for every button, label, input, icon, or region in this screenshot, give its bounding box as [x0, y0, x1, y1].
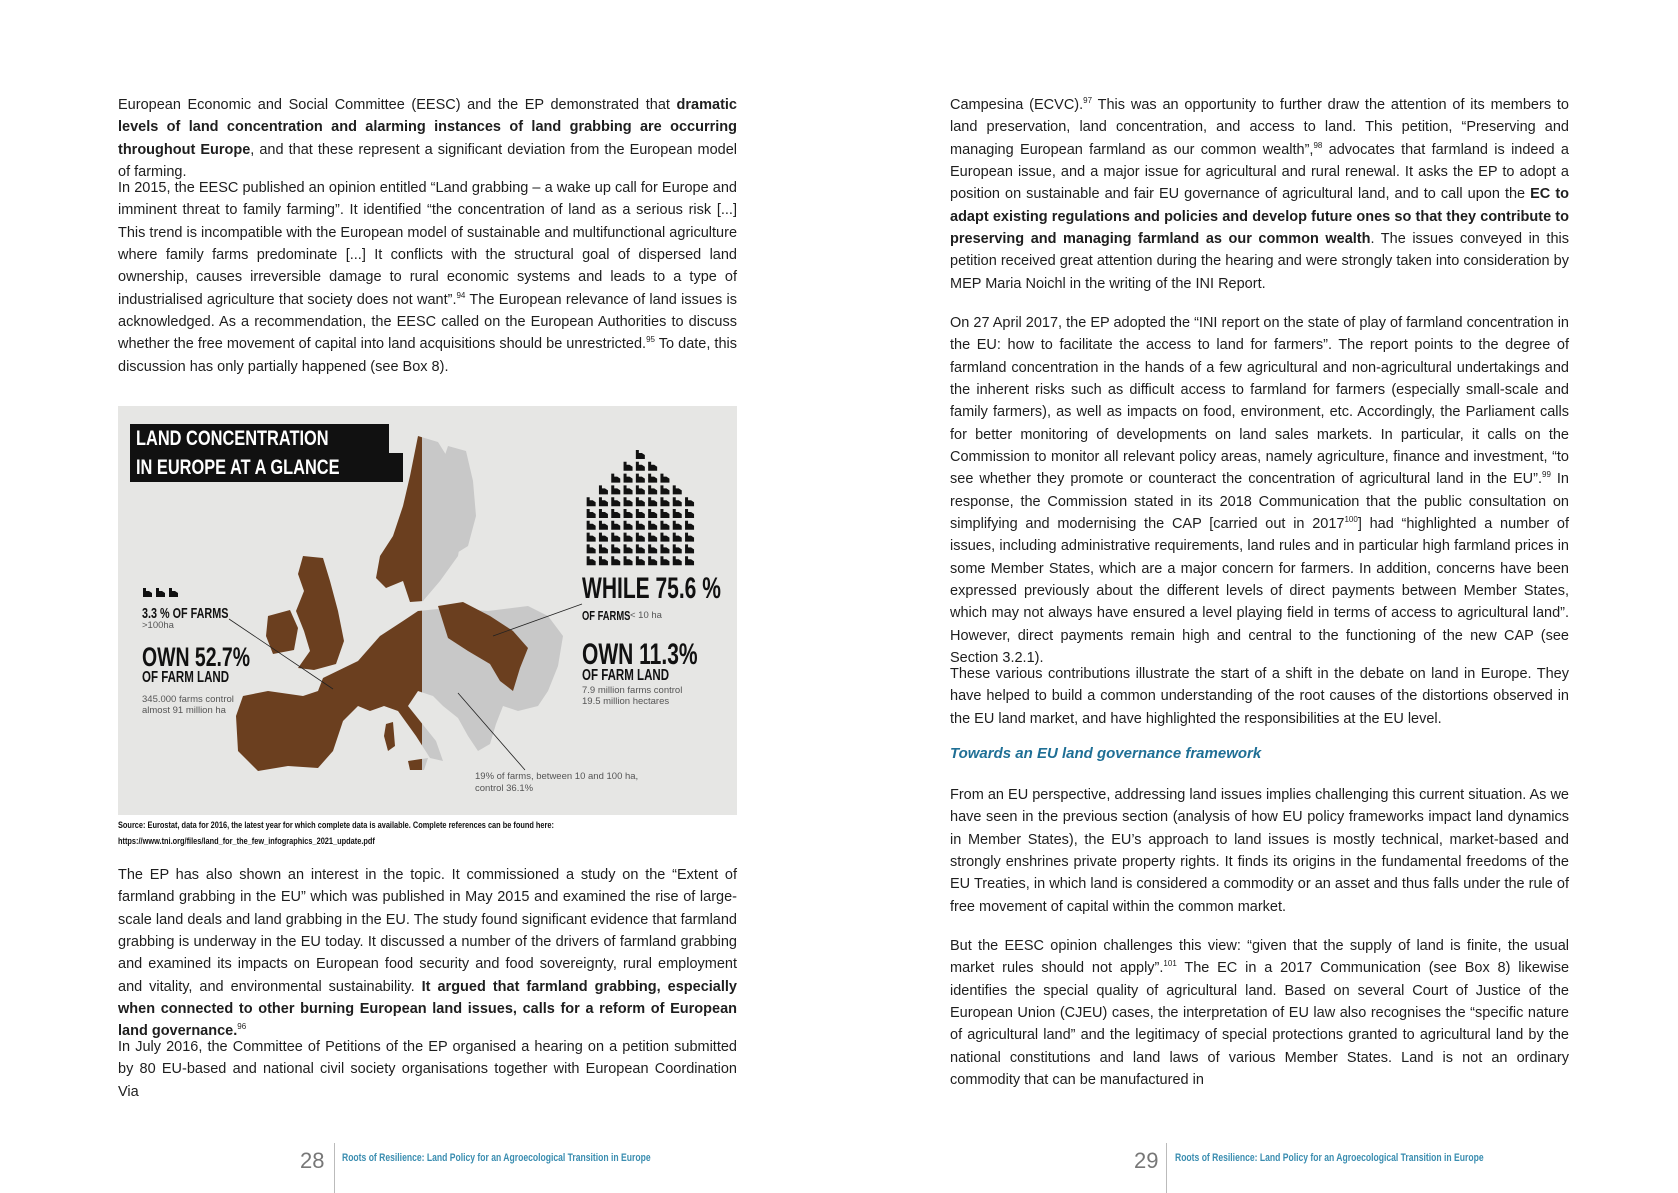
- text-segment: Campesina (ECVC).: [950, 97, 1084, 113]
- farm-icon: [685, 544, 694, 553]
- farm-icon: [660, 474, 669, 483]
- left-of-farm-land: OF FARM LAND: [142, 669, 230, 686]
- paragraph: [118, 177, 737, 378]
- farm-icon: [624, 462, 633, 471]
- right-note-1: 7.9 million farms control: [582, 685, 683, 696]
- map-west-highlight: [236, 436, 563, 771]
- text-segment: . The issues conveyed in this petition received great attention during the hearing and were strongly taken into consideration by MEP Maria Noichl in the writing of the INI Report.: [950, 231, 1569, 292]
- farm-icon: [636, 544, 645, 553]
- paragraph: [950, 312, 1569, 670]
- text-segment: The European relevance of land issues is acknowledged. As a recommendation, the EESC called on the European Authorities to discuss whether the free movement of capital into land acquisitions should be unrestricted.: [118, 291, 737, 353]
- section-heading: Towards an EU land governance framework: [950, 745, 1262, 762]
- infographic-title-line1: LAND CONCENTRATION: [130, 424, 389, 453]
- text-segment: This was an opportunity to further draw the attention of its members to land preservation, land concentration, and access to land. This petition, “Preserving and managing European farmland as our common wealth”,: [950, 97, 1569, 158]
- farm-icon: [685, 497, 694, 506]
- right-land-share: OWN 11.3%: [582, 638, 698, 671]
- farm-icon: [624, 474, 633, 483]
- paragraph: [950, 94, 1569, 295]
- right-of-farm-land: OF FARM LAND: [582, 667, 670, 684]
- bold-text: EC to adapt existing regulations and policies and develop future ones so that they contribute to preserving and managing farmland as our common wealth: [950, 186, 1570, 248]
- source-link[interactable]: https://www.tni.org/files/land_for_the_few_infographics_2021_update.pdf: [118, 836, 375, 846]
- left-farm-share: 3.3 % OF FARMS: [142, 605, 229, 622]
- left-note-2: almost 91 million ha: [142, 705, 226, 716]
- farm-icon: [611, 509, 620, 518]
- farm-icon: [673, 556, 682, 565]
- text-segment: To date, this discussion has only partially happened (see Box 8).: [118, 336, 737, 375]
- farm-icon: [611, 474, 620, 483]
- farm-icon: [599, 544, 608, 553]
- farm-icon: [673, 509, 682, 518]
- page-number: 28: [300, 1148, 325, 1173]
- text-segment: From an EU perspective, addressing land issues implies challenging this current situation. As we have seen in the previous section (analysis of how EU policy frameworks impact land dynamics in Member States), the EU’s approach to land issues is mostly technical, market-based and strongly enshrines private property rights. It finds its origins in the fundamental freedoms of the EU Treaties, in which land is considered a commodity or an asset and thus falls under the rule of free movement of capital within the common market.: [950, 787, 1569, 915]
- left-note-1: 345.000 farms control: [142, 694, 234, 705]
- farm-icon: [611, 556, 620, 565]
- left-farm-size: >100ha: [142, 620, 174, 631]
- farm-icon: [624, 497, 633, 506]
- farm-icon: [156, 588, 165, 597]
- farm-icon: [611, 497, 620, 506]
- farm-icon: [660, 509, 669, 518]
- footnote-ref[interactable]: 97: [1083, 96, 1093, 106]
- farm-icon: [685, 521, 694, 530]
- farm-icon: [660, 485, 669, 494]
- farm-icon: [599, 497, 608, 506]
- farm-icon: [685, 533, 694, 542]
- text-segment: advocates that farmland is indeed a European issue, and a major issue for agricultural and rural renewal. It asks the EP to adopt a position on sustainable and fair EU governance of agricultural land, and to call upon the: [950, 141, 1569, 203]
- farm-icon: [624, 509, 633, 518]
- farm-icon: [648, 509, 657, 518]
- paragraph: [118, 1036, 737, 1103]
- farm-icon: [611, 544, 620, 553]
- farm-icon: [648, 556, 657, 565]
- farm-icon: [624, 544, 633, 553]
- farm-icon: [636, 497, 645, 506]
- source-caption: Source: Eurostat, data for 2016, the latest year for which complete data is available. Complete references can be found here:: [118, 820, 554, 830]
- footer-divider: [334, 1143, 335, 1193]
- footer-divider: [1166, 1143, 1167, 1193]
- farm-icon: [143, 588, 152, 597]
- text-segment: ] had “highlighted a number of issues, including administrative requirements, land rules and in particular high farmland prices in some Member States, which are a major concern for farmers. In addition, concerns have been expressed previously about the different levels of direct payments between Member States, which may not always have ensured a level playing field in terms of access to agricultural land”. However, direct payments remain high and central to the functioning of the new CAP (see Section 3.2.1).: [950, 516, 1569, 667]
- left-land-share: OWN 52.7%: [142, 642, 251, 672]
- page-number: 29: [1134, 1148, 1159, 1173]
- text-segment: On 27 April 2017, the EP adopted the “INI report on the state of play of farmland concentration in the EU: how to facilitate the access to land for farmers”. The report points to the degree of farmland concentration in the hands of a few agricultural and non-agricultural undertakings and the inherent risks such as difficult access to farmland for farmers (especially small-scale and family farmers), as well as impacts on food, environment, etc. Accordingly, the Parliament calls for better monitoring of developments on land sales markets. In particular, it calls on the Commission to monitor all relevant policy areas, namely agriculture, finance and investment, “to see whether they promote or counteract the concentration of agricultural land in the EU”.: [950, 315, 1569, 488]
- footer-title: Roots of Resilience: Land Policy for an Agroecological Transition in Europe: [342, 1152, 651, 1164]
- farm-icon-row: [143, 588, 178, 597]
- farm-icon: [648, 474, 657, 483]
- farm-icon: [599, 521, 608, 530]
- bold-text: dramatic levels of land concentration and alarming instances of land grabbing are occurring throughout Europe: [118, 97, 737, 158]
- farm-icon: [660, 556, 669, 565]
- farm-icon: [636, 450, 645, 459]
- infographic-title-line2: IN EUROPE AT A GLANCE: [130, 453, 403, 482]
- text-segment: The EP has also shown an interest in the topic. It commissioned a study on the “Extent of farmland grabbing in the EU” which was published in May 2015 and examined the rise of large-scale land deals and land grabbing in the EU. The study found significant evidence that farmland grabbing is underway in the EU today. It discussed a number of the drivers of farmland grabbing and examined its impacts on European food security and food sovereignty, rural employment and vitality, and environmental sustainability.: [118, 867, 737, 995]
- right-of-farms: OF FARMS: [582, 608, 631, 623]
- farm-icon: [648, 462, 657, 471]
- farm-icon: [648, 533, 657, 542]
- farm-icon: [611, 533, 620, 542]
- footnote-ref[interactable]: 95: [646, 335, 655, 345]
- middle-note-1: 19% of farms, between 10 and 100 ha,: [475, 771, 639, 782]
- farm-icon: [636, 533, 645, 542]
- text-segment: In 2015, the EESC published an opinion entitled “Land grabbing – a wake up call for Europe and imminent threat to family farming”. It identified “the concentration of land as a serious risk [...] This trend is incompatible with the European model of sustainable and multifunctional agriculture where family farms predominate [...] It conflicts with the structural goal of dispersed land ownership, causes irreversible damage to rural economic systems and leads to a type of industrialised agriculture that society does not want”.: [118, 180, 738, 308]
- farm-icon: [673, 497, 682, 506]
- farm-icon: [624, 521, 633, 530]
- footer-title: Roots of Resilience: Land Policy for an Agroecological Transition in Europe: [1175, 1152, 1484, 1164]
- farm-icon: [636, 509, 645, 518]
- paragraph: [950, 663, 1569, 730]
- farm-icon: [611, 485, 620, 494]
- farm-icon-pyramid: [587, 450, 694, 565]
- text-segment: These various contributions illustrate the start of a shift in the debate on land in Europe. They have helped to build a common understanding of the root causes of the distortions observed in the EU land market, and have highlighted the responsibilities at the EU level.: [950, 666, 1569, 727]
- footnote-ref[interactable]: 94: [456, 290, 466, 300]
- farm-icon: [673, 485, 682, 494]
- footnote-ref[interactable]: 99: [1542, 470, 1551, 480]
- farm-icon: [648, 544, 657, 553]
- farm-icon: [636, 521, 645, 530]
- farm-icon: [648, 497, 657, 506]
- right-farm-share: WHILE 75.6 %: [582, 572, 721, 605]
- right-farm-size: < 10 ha: [630, 610, 662, 621]
- paragraph: [118, 864, 737, 1043]
- farm-icon: [660, 533, 669, 542]
- right-note-2: 19.5 million hectares: [582, 696, 670, 707]
- text-segment: , and that these represent a significant deviation from the European model of farming.: [118, 141, 737, 181]
- farm-icon: [660, 521, 669, 530]
- farm-icon: [624, 556, 633, 565]
- farm-icon: [587, 521, 596, 530]
- text-segment: European Economic and Social Committee (EESC) and the EP demonstrated that: [118, 97, 677, 113]
- text-segment: In response, the Commission stated in its 2018 Communication that the public consultation on simplifying and modernising the CAP [carried out in 2017: [950, 471, 1569, 533]
- farm-icon: [636, 474, 645, 483]
- farm-icon: [611, 521, 620, 530]
- farm-icon: [587, 497, 596, 506]
- footnote-ref[interactable]: 101: [1163, 959, 1177, 969]
- farm-icon: [685, 556, 694, 565]
- farm-icon: [673, 533, 682, 542]
- farm-icon: [648, 521, 657, 530]
- farm-icon: [660, 544, 669, 553]
- paragraph: [950, 935, 1569, 1091]
- farm-icon: [587, 556, 596, 565]
- text-segment: The EC in a 2017 Communication (see Box 8) likewise identifies the special quality of agricultural land. Based on several Court of Justice of the European Union (CJEU) cases, the interpretation of EU law also recognises the “specific nature of agricultural land” and the legitimacy of special protections granted to agricultural land by the national constitutions and land laws of various Member States. Land is not an ordinary commodity that can be manufactured in: [950, 960, 1570, 1089]
- farm-icon: [636, 556, 645, 565]
- paragraph: [950, 784, 1569, 918]
- farm-icon: [599, 556, 608, 565]
- farm-icon: [685, 509, 694, 518]
- farm-icon: [599, 509, 608, 518]
- text-segment: But the EESC opinion challenges this view: “given that the supply of land is finite, the usual market rules should not apply”.: [950, 938, 1569, 977]
- footnote-ref[interactable]: 98: [1313, 140, 1323, 150]
- farm-icon: [587, 509, 596, 518]
- farm-icon: [587, 544, 596, 553]
- footnote-ref[interactable]: 100: [1344, 515, 1358, 525]
- infographic-land-concentration: [118, 406, 737, 815]
- farm-icon: [660, 497, 669, 506]
- farm-icon: [636, 485, 645, 494]
- farm-icon: [624, 485, 633, 494]
- footnote-ref[interactable]: 96: [237, 1022, 247, 1032]
- farm-icon: [648, 485, 657, 494]
- farm-icon: [624, 533, 633, 542]
- farm-icon: [599, 485, 608, 494]
- farm-icon: [599, 533, 608, 542]
- farm-icon: [636, 462, 645, 471]
- farm-icon: [587, 533, 596, 542]
- farm-icon: [673, 544, 682, 553]
- paragraph: [118, 94, 737, 183]
- farm-icon: [169, 588, 178, 597]
- bold-text: It argued that farmland grabbing, especially when connected to other burning European land issues, calls for a reform of European land governance.: [118, 978, 737, 1040]
- text-segment: In July 2016, the Committee of Petitions of the EP organised a hearing on a petition submitted by 80 EU-based and national civil society organisations together with European Coordination Via: [118, 1039, 737, 1100]
- middle-note-2: control 36.1%: [475, 783, 534, 794]
- farm-icon: [673, 521, 682, 530]
